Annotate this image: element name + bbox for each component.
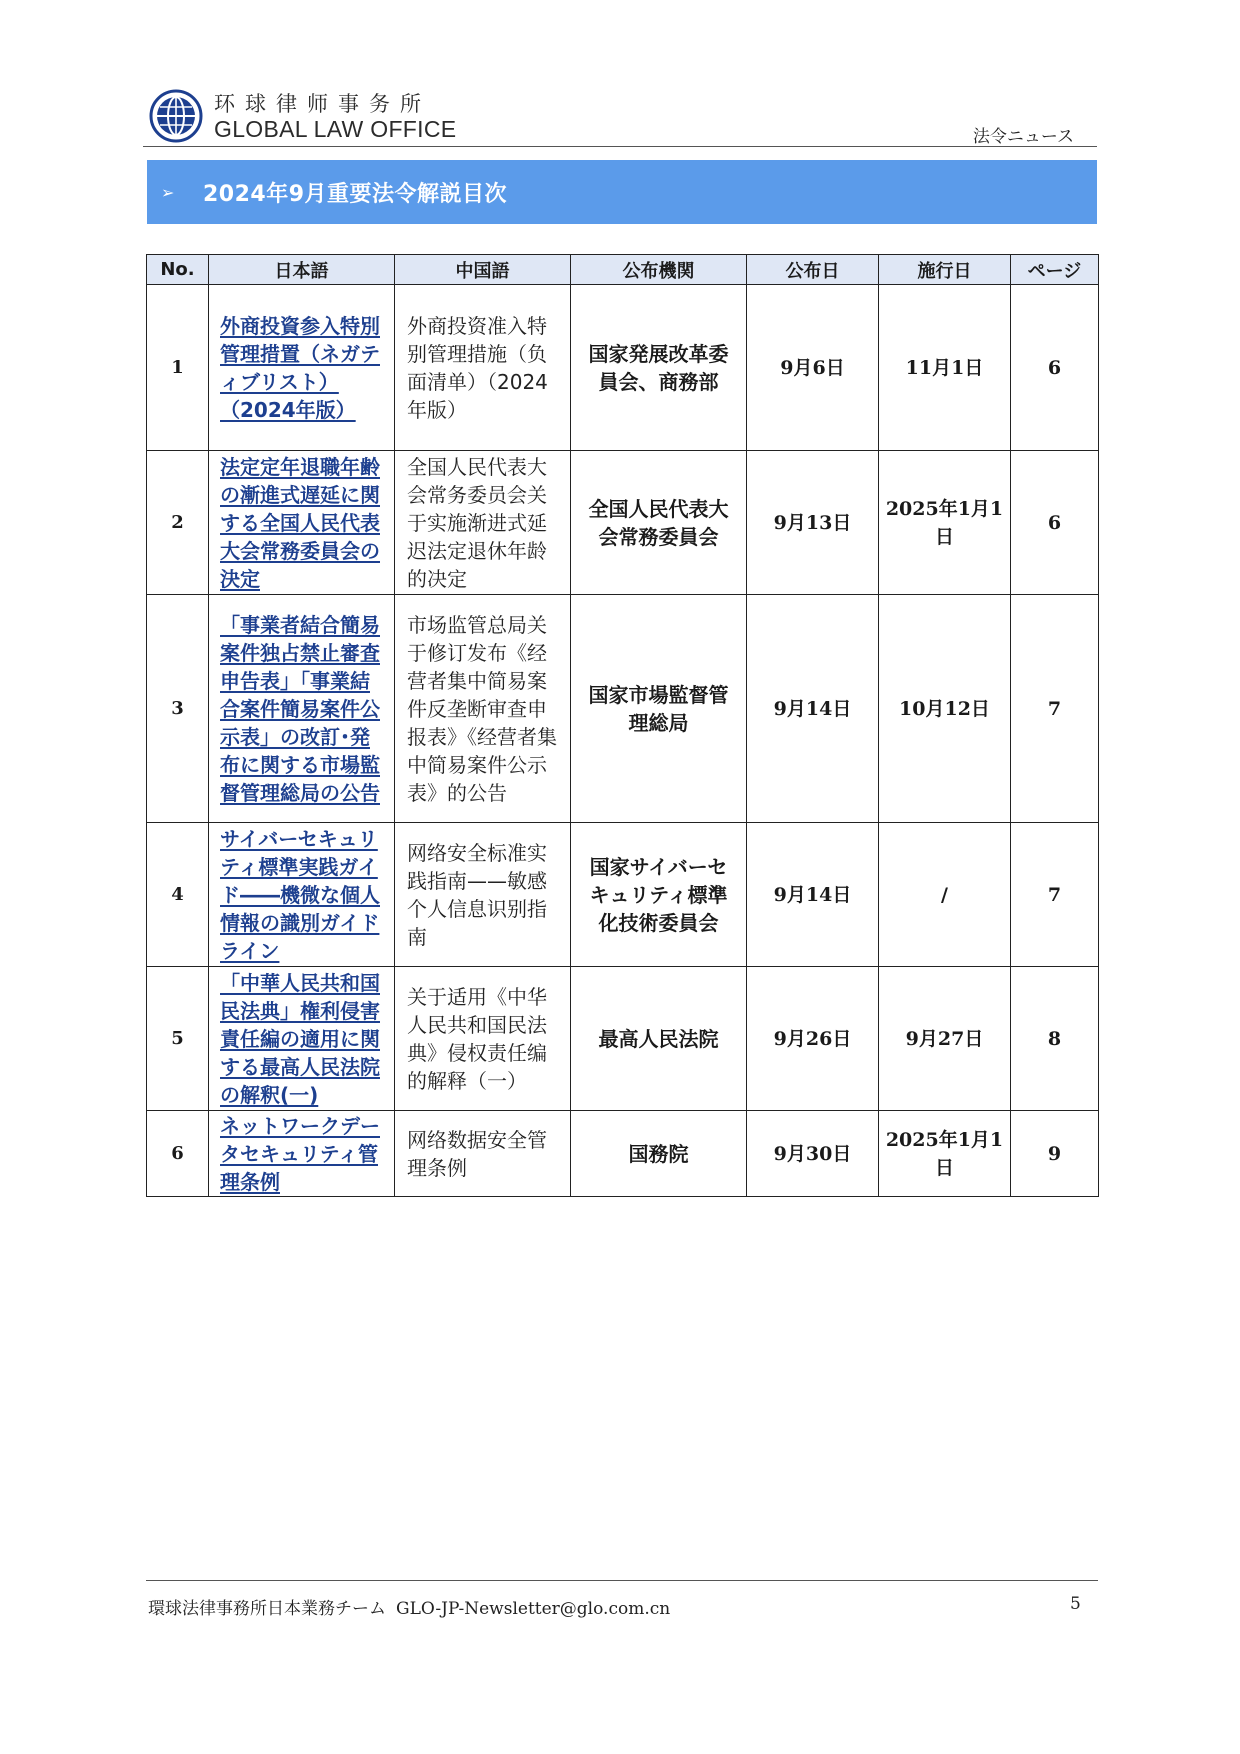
logo-english-name: GLOBAL LAW OFFICE <box>214 116 457 142</box>
page-number: 7 <box>1011 823 1099 967</box>
chinese-title: 网络数据安全管理条例 <box>395 1111 571 1197</box>
header-divider <box>143 146 1097 147</box>
effective-date: / <box>879 823 1011 967</box>
newsletter-label: 法令ニュース <box>972 127 1074 147</box>
page-number: 9 <box>1011 1111 1099 1197</box>
chinese-title: 外商投资准入特别管理措施（负面清单）（2024年版） <box>395 285 571 451</box>
globe-logo-icon <box>148 88 204 144</box>
issuing-authority: 最高人民法院 <box>571 967 747 1111</box>
law-title-link[interactable]: 「事業者結合簡易案件独占禁止審査申告表」「事業結合案件簡易案件公示表」の改訂･発布に関する市場監督管理総局の公告 <box>220 612 380 805</box>
row-number: 5 <box>147 967 209 1111</box>
chinese-title: 市场监管总局关于修订发布《经营者集中简易案件反垄断审查申报表》《经营者集中简易案件公示表》的公告 <box>395 595 571 823</box>
arrow-bullet-icon: ➢ <box>161 182 175 202</box>
chinese-title: 全国人民代表大会常务委员会关于实施渐进式延迟法定退休年龄的决定 <box>395 451 571 595</box>
law-title-link[interactable]: 法定定年退職年齢の漸進式遅延に関する全国人民代表大会常務委員会の決定 <box>220 454 380 591</box>
issuing-authority: 国家発展改革委員会、商務部 <box>571 285 747 451</box>
page-number: 8 <box>1011 967 1099 1111</box>
footer-contact <box>148 1594 670 1619</box>
published-date: 9月26日 <box>747 967 879 1111</box>
effective-date: 10月12日 <box>879 595 1011 823</box>
section-banner <box>147 160 1097 224</box>
issuing-authority: 国務院 <box>571 1111 747 1197</box>
law-title-link[interactable]: 外商投資参入特別管理措置（ネガティブリスト）（2024年版） <box>220 313 380 422</box>
table-row <box>147 285 1099 451</box>
row-number: 6 <box>147 1111 209 1197</box>
page-number: 6 <box>1011 285 1099 451</box>
table-row <box>147 823 1099 967</box>
published-date: 9月6日 <box>747 285 879 451</box>
row-number: 3 <box>147 595 209 823</box>
logo-chinese-name: 环球律师事务所 <box>214 92 431 116</box>
row-number: 2 <box>147 451 209 595</box>
table-row <box>147 1111 1099 1197</box>
effective-date: 9月27日 <box>879 967 1011 1111</box>
footer-page-number: 5 <box>1070 1594 1081 1614</box>
published-date: 9月14日 <box>747 595 879 823</box>
page-number: 7 <box>1011 595 1099 823</box>
footer-team-name: 環球法律事務所日本業務チーム <box>148 1599 386 1619</box>
header-no: No. <box>147 255 209 285</box>
table-row <box>147 967 1099 1111</box>
chinese-title: 关于适用《中华人民共和国民法典》侵权责任编的解释（一） <box>395 967 571 1111</box>
header-effective-date: 施行日 <box>879 255 1011 285</box>
table-row <box>147 451 1099 595</box>
section-title: 2024年9月重要法令解説目次 <box>203 181 508 207</box>
published-date: 9月13日 <box>747 451 879 595</box>
chinese-title: 网络安全标准实践指南——敏感个人信息识别指南 <box>395 823 571 967</box>
effective-date: 2025年1月1日 <box>879 1111 1011 1197</box>
law-title-link[interactable]: ネットワークデータセキュリティ管理条例 <box>220 1113 380 1194</box>
issuing-authority: 国家サイバーセキュリティ標準化技術委員会 <box>571 823 747 967</box>
page-number: 6 <box>1011 451 1099 595</box>
effective-date: 2025年1月1日 <box>879 451 1011 595</box>
header-published-date: 公布日 <box>747 255 879 285</box>
table-header-row <box>147 255 1099 285</box>
header-chinese: 中国語 <box>395 255 571 285</box>
law-title-link[interactable]: サイバーセキュリティ標準実践ガイド――機微な個人情報の識別ガイドライン <box>220 826 380 963</box>
header-issuer: 公布機関 <box>571 255 747 285</box>
issuing-authority: 国家市場監督管理総局 <box>571 595 747 823</box>
published-date: 9月14日 <box>747 823 879 967</box>
footer-email: GLO-JP-Newsletter@glo.com.cn <box>396 1599 671 1619</box>
footer-divider <box>146 1580 1098 1581</box>
law-toc-table <box>146 254 1099 1197</box>
page-header <box>148 84 1096 146</box>
row-number: 1 <box>147 285 209 451</box>
published-date: 9月30日 <box>747 1111 879 1197</box>
law-title-link[interactable]: 「中華人民共和国民法典」権利侵害責任編の適用に関する最高人民法院の解釈(一) <box>220 970 380 1107</box>
header-japanese: 日本語 <box>209 255 395 285</box>
row-number: 4 <box>147 823 209 967</box>
header-page: ページ <box>1011 255 1099 285</box>
table-row <box>147 595 1099 823</box>
issuing-authority: 全国人民代表大会常務委員会 <box>571 451 747 595</box>
effective-date: 11月1日 <box>879 285 1011 451</box>
